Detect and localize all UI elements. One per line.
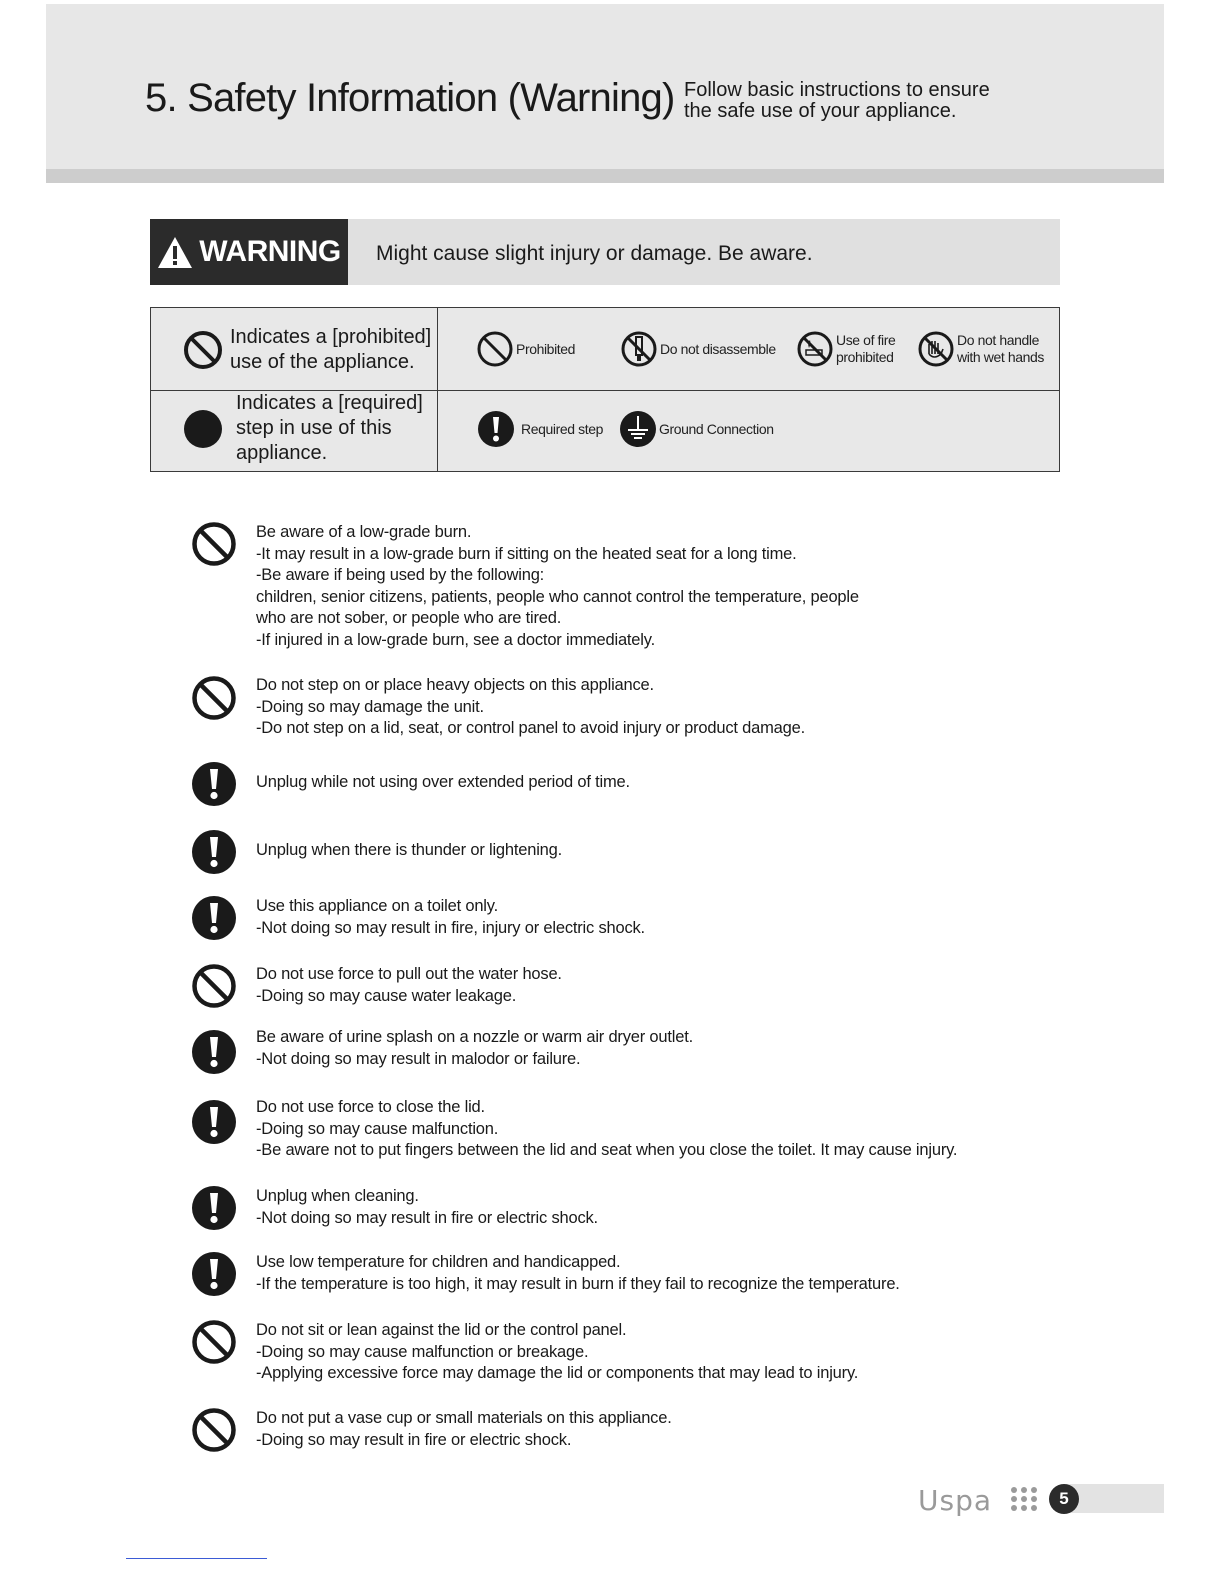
safety-item-line: Be aware of a low-grade burn. — [256, 523, 472, 541]
safety-item-line: Be aware of urine splash on a nozzle or warm air dryer outlet. — [256, 1028, 693, 1046]
legend-divider — [437, 308, 438, 471]
symbol-ground-connection — [619, 410, 774, 448]
required-dot-icon — [183, 409, 223, 449]
prohibited-icon — [190, 1318, 238, 1366]
safety-item-text — [256, 964, 562, 1007]
safety-item-text — [256, 522, 859, 651]
warning-label: WARNING — [199, 235, 341, 268]
prohibited-icon — [190, 962, 238, 1010]
required-icon — [190, 1098, 238, 1146]
required-icon — [190, 1028, 238, 1076]
safety-item-line: Do not use force to close the lid. — [256, 1098, 485, 1116]
safety-item-line: -It may result in a low-grade burn if sitting on the heated seat for a long time. — [256, 544, 797, 563]
safety-item-line: -Doing so may cause malfunction. — [256, 1119, 499, 1138]
safety-item-text — [256, 1252, 900, 1295]
safety-item-line: -Doing so may result in fire or electric shock. — [256, 1430, 572, 1449]
legend-row-prohibited — [151, 308, 1059, 391]
warning-badge — [150, 219, 348, 285]
safety-item-line: -Be aware if being used by the following: — [256, 566, 545, 584]
safety-item-line: Use this appliance on a toilet only. — [256, 897, 498, 915]
legend-line: Indicates a [prohibited] — [230, 326, 432, 348]
legend-prohibited-text — [230, 325, 431, 375]
ground-icon — [619, 410, 657, 448]
safety-item-text — [256, 896, 645, 939]
legend-line: appliance. — [236, 442, 328, 464]
safety-item-text — [256, 772, 630, 794]
safety-item-line: who are not sober, or people who are tired. — [256, 609, 562, 627]
safety-item-line: -Doing so may cause malfunction or breakage. — [256, 1342, 589, 1361]
safety-item-line: -Not doing so may result in fire or electric shock. — [256, 1208, 598, 1227]
safety-item-line: Use low temperature for children and handicapped. — [256, 1253, 621, 1271]
safety-item-line: -Be aware not to put fingers between the lid and seat when you close the toilet. It may cause injury. — [256, 1141, 958, 1159]
safety-item-text — [256, 1097, 957, 1162]
no-fire-icon — [796, 330, 834, 368]
legend-line: step in use of this — [236, 417, 392, 439]
footer-bar — [1064, 1484, 1164, 1513]
brand-logo: Uspa — [918, 1484, 993, 1517]
safety-item-line: -Not doing so may result in malodor or failure. — [256, 1049, 581, 1068]
safety-item-line: Unplug when there is thunder or lightening. — [256, 841, 563, 859]
header-divider — [46, 169, 1164, 183]
prohibited-icon — [190, 520, 238, 568]
safety-item-line: Do not put a vase cup or small materials on this appliance. — [256, 1409, 672, 1427]
safety-item-line: -If the temperature is too high, it may result in burn if they fail to recognize the temperature. — [256, 1274, 900, 1293]
required-icon — [477, 410, 515, 448]
safety-item-line: -Applying excessive force may damage the lid or components that may lead to injury. — [256, 1364, 859, 1382]
prohibited-icon — [190, 674, 238, 722]
safety-item-text — [256, 1027, 693, 1070]
warning-description: Might cause slight injury or damage. Be aware. — [376, 242, 813, 265]
prohibited-icon — [190, 1406, 238, 1454]
safety-item-line: Do not step on or place heavy objects on this appliance. — [256, 676, 654, 694]
symbol-legend — [150, 307, 1060, 472]
legend-line: use of the appliance. — [230, 351, 415, 373]
symbol-wet-hands — [917, 330, 1044, 368]
safety-item-line: -Doing so may cause water leakage. — [256, 986, 517, 1005]
safety-item-line: -Do not step on a lid, seat, or control panel to avoid injury or product damage. — [256, 719, 805, 737]
safety-item-line: -If injured in a low-grade burn, see a doctor immediately. — [256, 630, 655, 649]
symbol-no-fire — [796, 330, 895, 368]
symbol-label — [957, 332, 1044, 366]
symbol-do-not-disassemble — [620, 330, 776, 368]
safety-item-line: Unplug while not using over extended period of time. — [256, 773, 630, 791]
subtitle-line: the safe use of your appliance. — [684, 100, 957, 122]
legend-required-text — [236, 391, 423, 466]
page-title: 5. Safety Information (Warning) — [145, 76, 675, 120]
required-icon — [190, 1184, 238, 1232]
safety-item-text — [256, 1186, 598, 1229]
legend-line: Indicates a [required] — [236, 392, 423, 414]
safety-item-text — [256, 1408, 672, 1451]
symbol-label-line: prohibited — [836, 349, 894, 365]
symbol-label-line: Do not handle — [957, 332, 1039, 348]
symbol-label: Ground Connection — [659, 421, 774, 437]
safety-item-line: -Doing so may damage the unit. — [256, 697, 484, 716]
bottom-rule — [126, 1558, 267, 1559]
warning-triangle-icon — [157, 236, 193, 269]
required-icon — [190, 760, 238, 808]
safety-item-line: children, senior citizens, patients, people who cannot control the temperature, people — [256, 587, 859, 606]
safety-item-line: -Not doing so may result in fire, injury or electric shock. — [256, 918, 645, 937]
symbol-label-line: with wet hands — [957, 349, 1045, 365]
required-icon — [190, 1250, 238, 1298]
symbol-label: Prohibited — [516, 341, 576, 357]
safety-item-line: Unplug when cleaning. — [256, 1187, 419, 1205]
subtitle-line: Follow basic instructions to ensure — [684, 79, 990, 101]
required-icon — [190, 894, 238, 942]
legend-row-required — [151, 391, 1059, 471]
symbol-label: Required step — [521, 421, 603, 437]
symbol-prohibited — [476, 330, 575, 368]
wet-hands-icon — [917, 330, 955, 368]
safety-item-text — [256, 1320, 858, 1385]
safety-item-text — [256, 675, 805, 740]
safety-item-line: Do not sit or lean against the lid or the control panel. — [256, 1321, 627, 1339]
symbol-required-step — [477, 410, 603, 448]
disassemble-icon — [620, 330, 658, 368]
brand-dots-icon — [1010, 1486, 1038, 1512]
prohibited-icon — [476, 330, 514, 368]
page-subtitle — [684, 80, 990, 122]
symbol-label: Do not disassemble — [660, 341, 776, 357]
symbol-label-line: Use of fire — [836, 332, 896, 348]
page-number: 5 — [1049, 1484, 1079, 1514]
safety-item-text — [256, 840, 562, 862]
prohibited-icon — [183, 330, 223, 370]
symbol-label — [836, 332, 895, 366]
required-icon — [190, 828, 238, 876]
safety-item-line: Do not use force to pull out the water hose. — [256, 965, 562, 983]
